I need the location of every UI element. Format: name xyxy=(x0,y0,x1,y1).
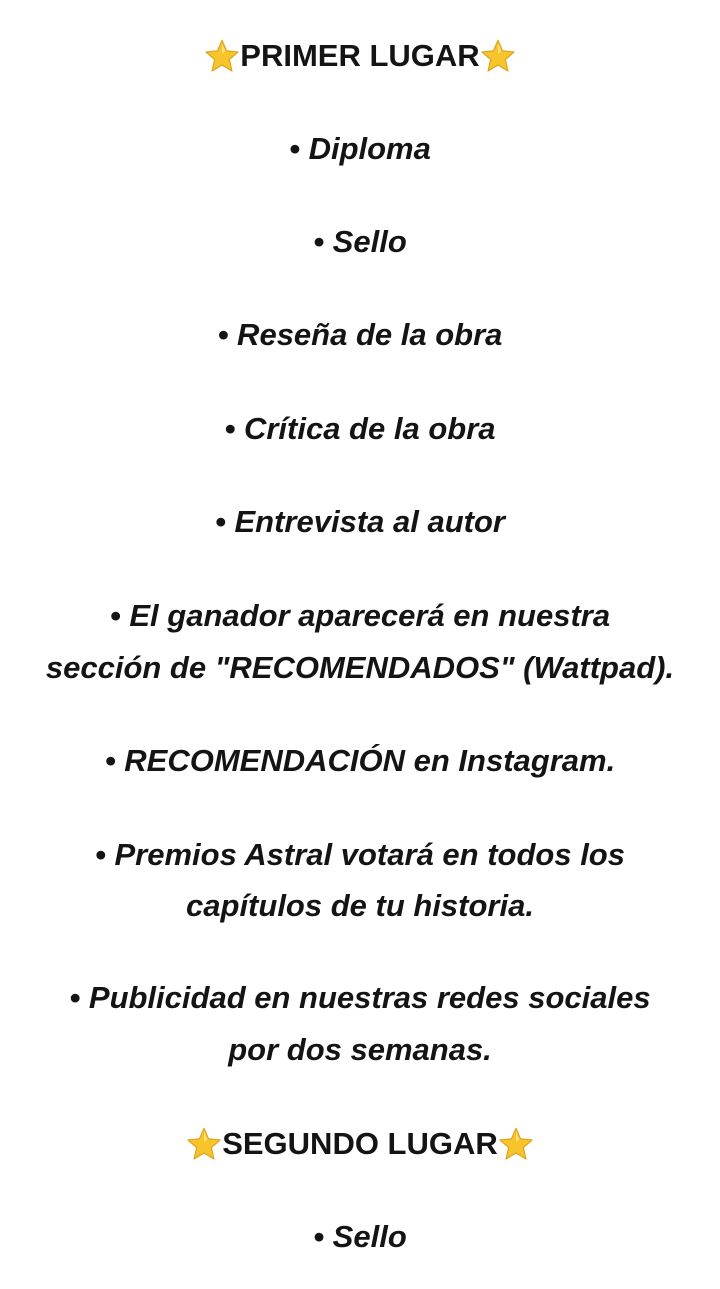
list-item: • Crítica de la obra xyxy=(224,411,496,446)
second-place-heading xyxy=(0,1120,720,1168)
list-item: • Sello xyxy=(313,1219,407,1254)
star-icon xyxy=(480,38,516,74)
list-item-line: capítulos de tu historia. xyxy=(186,888,534,923)
list-item: • Entrevista al autor xyxy=(215,504,505,539)
list-item-line: • El ganador aparecerá en nuestra xyxy=(109,598,611,633)
star-icon xyxy=(204,38,240,74)
list-item-line: por dos semanas. xyxy=(228,1032,492,1067)
list-item-line: • Premios Astral votará en todos los xyxy=(95,837,625,872)
list-item-line: • Publicidad en nuestras redes sociales xyxy=(69,980,651,1015)
list-item: • Sello xyxy=(313,224,407,259)
list-item: • Diploma xyxy=(289,131,431,166)
first-place-heading xyxy=(0,32,720,80)
first-place-title: PRIMER LUGAR xyxy=(240,38,480,73)
star-icon xyxy=(498,1126,534,1162)
star-icon xyxy=(186,1126,222,1162)
list-item: • RECOMENDACIÓN en Instagram. xyxy=(104,743,616,778)
second-place-title: SEGUNDO LUGAR xyxy=(222,1126,498,1161)
list-item: • Reseña de la obra xyxy=(217,317,503,352)
list-item-line: sección de "RECOMENDADOS" (Wattpad). xyxy=(45,650,675,685)
